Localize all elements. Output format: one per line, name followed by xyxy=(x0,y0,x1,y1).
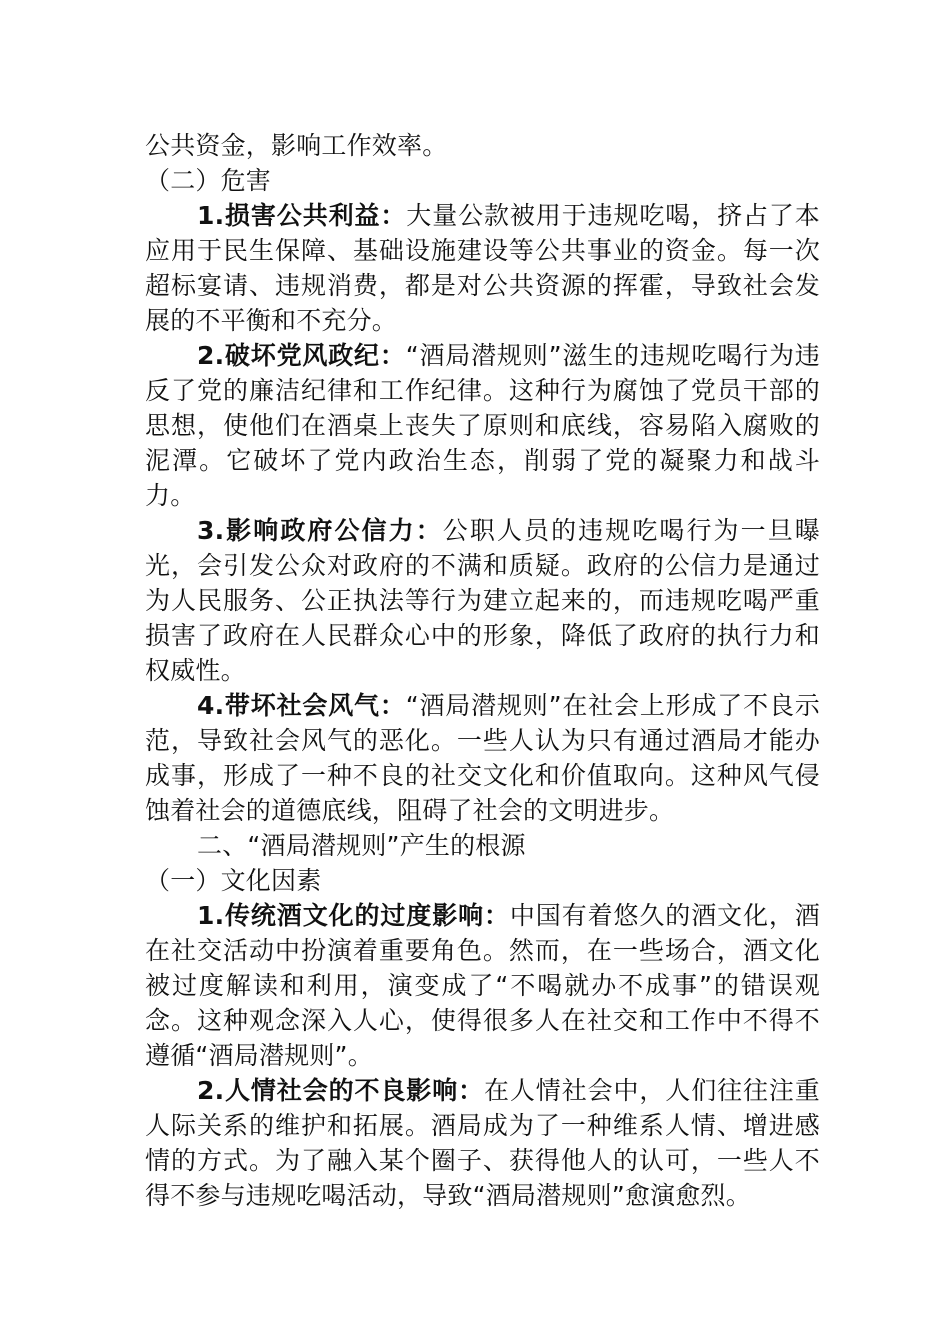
section-heading-roots: 二、“酒局潜规则”产生的根源 xyxy=(197,831,526,860)
subheading-culture: （一）文化因素 xyxy=(145,866,322,895)
paragraph-continuation: 公共资金，影响工作效率。 xyxy=(145,131,448,160)
harm-item-2 xyxy=(145,338,820,513)
harm-item-1-lead: 1.损害公共利益： xyxy=(197,201,407,230)
harm-item-3 xyxy=(145,513,820,688)
culture-item-1-lead: 1.传统酒文化的过度影响： xyxy=(197,901,510,930)
subheading-harm: （二）危害 xyxy=(145,166,272,195)
harm-item-1-body: 大量公款被用于违规吃喝，挤占了本应用于民生保障、基础设施建设等公共事业的资金。每一次超标宴请、违规消费，都是对公共资源的挥霍，导致社会发展的不平衡和不充分。 xyxy=(145,201,820,335)
culture-item-1-body: 中国有着悠久的酒文化，酒在社交活动中扮演着重要角色。然而，在一些场合，酒文化被过度解读和利用，演变成了“不喝就办不成事”的错误观念。这种观念深入人心，使得很多人在社交和工作中不得不遵循“酒局潜规则”。 xyxy=(145,901,820,1070)
document-body xyxy=(145,128,820,1213)
harm-item-1 xyxy=(145,198,820,338)
harm-item-3-body: 公职人员的违规吃喝行为一旦曝光，会引发公众对政府的不满和质疑。政府的公信力是通过为人民服务、公正执法等行为建立起来的，而违规吃喝严重损害了政府在人民群众心中的形象，降低了政府的执行力和权威性。 xyxy=(145,516,820,685)
culture-item-2 xyxy=(145,1073,820,1213)
culture-item-2-body: 在人情社会中，人们往往注重人际关系的维护和拓展。酒局成为了一种维系人情、增进感情的方式。为了融入某个圈子、获得他人的认可，一些人不得不参与违规吃喝活动，导致“酒局潜规则”愈演愈烈。 xyxy=(145,1076,820,1210)
culture-item-2-lead: 2.人情社会的不良影响： xyxy=(197,1076,484,1105)
harm-item-3-lead: 3.影响政府公信力： xyxy=(197,516,443,545)
harm-item-4-lead: 4.带坏社会风气： xyxy=(197,691,406,720)
harm-item-2-lead: 2.破坏党风政纪： xyxy=(197,341,406,370)
harm-item-4-body: “酒局潜规则”在社会上形成了不良示范，导致社会风气的恶化。一些人认为只有通过酒局才能办成事，形成了一种不良的社交文化和价值取向。这种风气侵蚀着社会的道德底线，阻碍了社会的文明进步。 xyxy=(145,691,820,825)
culture-item-1 xyxy=(145,898,820,1073)
harm-item-2-body: “酒局潜规则”滋生的违规吃喝行为违反了党的廉洁纪律和工作纪律。这种行为腐蚀了党员干部的思想，使他们在酒桌上丧失了原则和底线，容易陷入腐败的泥潭。它破坏了党内政治生态，削弱了党的凝聚力和战斗力。 xyxy=(145,341,820,510)
harm-item-4 xyxy=(145,688,820,828)
